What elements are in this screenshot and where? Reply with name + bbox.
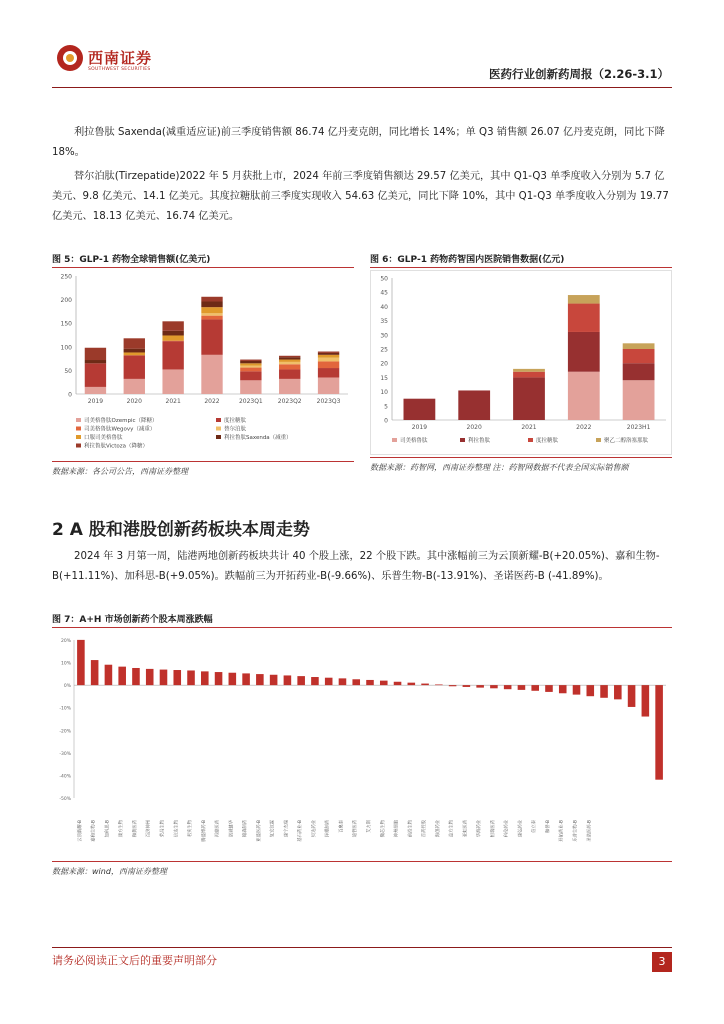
fig7-x-tick-label: 益方生物: [449, 820, 455, 838]
fig7-bar: [325, 678, 333, 685]
fig7-x-tick-label: 恒瑞医药: [490, 820, 496, 838]
fig5-bar-segment: [201, 316, 222, 320]
fig6-y-tick-label: 10: [380, 389, 388, 397]
fig5-bar-segment: [162, 335, 183, 340]
fig7-x-tick-label: 科伦药业: [504, 820, 510, 838]
fig7-bar: [270, 675, 278, 685]
fig7-y-tick-label: -30%: [59, 751, 71, 757]
fig7-x-tick-label: 基石药业-B: [298, 820, 304, 842]
fig5-legend-label: 利拉鲁肽Saxenda（减重）: [224, 435, 292, 441]
fig5-title: 图 5：GLP-1 药物全球销售额(亿美元): [52, 252, 354, 268]
fig5-x-tick-label: 2023Q2: [277, 398, 302, 405]
fig5-y-tick-label: 250: [60, 273, 72, 281]
fig7-bar: [201, 671, 209, 685]
fig6-x-tick-label: 2019: [411, 424, 428, 431]
fig7-bar: [655, 685, 663, 780]
paragraph-tirzepatide: 替尔泊肽(Tirzepatide)2022 年 5 月获批上市，2024 年前三季度销售额达 29.57 亿美元，其中 Q1-Q3 单季度收入分别为 5.7 亿美元、9.8 亿美元、14.1 亿美元。其度拉糖肽前三季度实现收入 54.63 亿美元，同比下降 10%，其中 Q1-Q3 单季度收入分别为 19.77 亿美元、18.13 亿美元、16.74 亿美元。: [52, 171, 669, 222]
fig5-bar-segment: [201, 297, 222, 302]
fig7-x-tick-label: 再鼎医药: [215, 820, 221, 838]
fig5-bar-segment: [318, 353, 339, 355]
fig5-legend-label: 司美格鲁肽Ozempic（降糖）: [84, 418, 158, 424]
fig7-bar: [600, 685, 608, 698]
fig7-x-tick-label: 信达生物: [174, 820, 180, 838]
report-title: 医药行业创新药周报（2.26-3.1）: [488, 67, 669, 81]
fig7-bar: [490, 685, 498, 688]
fig5-bar-segment: [318, 361, 339, 368]
fig5-bar-segment: [318, 358, 339, 362]
fig7-x-tick-label: 艾力斯: [367, 820, 372, 833]
fig5-legend-swatch: [216, 427, 221, 431]
fig5-bar-segment: [318, 377, 339, 394]
fig5-bar-segment: [124, 352, 145, 355]
fig7-bar: [394, 682, 402, 685]
fig7-x-tick-label: 亚盛医药-B: [256, 820, 262, 842]
fig7-source: 数据来源：wind，西南证券整理: [52, 861, 672, 878]
fig5-legend-label: 司美格鲁肽Wegovy（减重）: [84, 426, 156, 433]
fig7-bar: [380, 681, 388, 686]
fig7-bar: [352, 679, 360, 685]
fig7-bar: [421, 684, 429, 686]
fig7-x-tick-label: 迪哲医药: [353, 820, 359, 838]
fig5-bar-segment: [201, 313, 222, 315]
fig6-y-tick-label: 40: [380, 303, 388, 311]
fig7-y-tick-label: -10%: [59, 706, 71, 712]
fig6-legend-swatch: [528, 438, 533, 442]
fig7-x-tick-label: 君实生物: [188, 820, 194, 838]
fig5-x-tick-label: 2022: [204, 398, 220, 405]
fig6-legend-swatch: [596, 438, 601, 442]
fig7-bar: [518, 685, 526, 690]
fig6-bar-segment: [623, 363, 655, 380]
fig7-x-tick-label: 云顶新耀-B: [77, 820, 83, 842]
fig7-x-tick-label: 百济神州: [146, 820, 152, 838]
fig6-bar-segment: [568, 304, 600, 332]
fig7-bar: [449, 685, 457, 686]
logo-text: 西南证券: [88, 49, 153, 67]
chart-glp1-china-hospital-sales: [370, 270, 672, 455]
fig6-y-tick-label: 5: [384, 403, 388, 411]
fig5-bar-segment: [279, 360, 300, 362]
fig5-legend-label: 替尔泊肽: [224, 426, 247, 433]
fig5-bar-segment: [279, 357, 300, 359]
fig5-y-tick-label: 100: [60, 344, 72, 352]
paragraph-weekly-trend: 2024 年 3 月第一周，陆港两地创新药板块共计 40 个股上涨，22 个股下跌。其中涨幅前三为云顶新耀-B(+20.05%)、嘉和生物-B(+11.11%)、加科思-B(+9.05%)。跌幅前三为开拓药业-B(-9.66%)、乐普生物-B(-13.91%)、圣诺医药-B (-41.89%)。: [52, 551, 660, 582]
fig5-bar-segment: [201, 301, 222, 307]
fig6-bar-segment: [404, 399, 436, 420]
fig5-bar-segment: [279, 369, 300, 378]
fig5-bar-segment: [201, 319, 222, 354]
fig7-bar: [284, 675, 292, 685]
fig6-bar-segment: [458, 390, 490, 420]
fig5-x-tick-label: 2021: [165, 398, 181, 405]
fig7-x-tick-label: 复宏汉霖: [270, 820, 276, 838]
fig7-y-tick-label: -40%: [59, 774, 71, 780]
fig7-x-tick-label: 百奥泰: [339, 820, 345, 833]
fig5-legend-swatch: [76, 427, 81, 431]
fig7-bar: [132, 668, 140, 685]
fig7-bar: [642, 685, 650, 716]
fig7-x-tick-label: 前沿生物: [408, 820, 414, 838]
fig5-bar-segment: [162, 321, 183, 330]
fig7-bar: [187, 670, 195, 685]
fig5-bar-segment: [318, 355, 339, 358]
fig5-bar-segment: [318, 352, 339, 353]
fig7-bar: [77, 640, 85, 685]
fig7-bar: [366, 680, 374, 685]
fig7-x-tick-label: 加科思-B: [105, 820, 111, 838]
fig6-x-tick-label: 2023H1: [626, 424, 651, 431]
fig7-x-tick-label: 海创药业: [435, 820, 441, 838]
fig6-bar-segment: [623, 349, 655, 363]
fig7-bar: [118, 667, 126, 686]
fig7-bar: [242, 673, 250, 685]
fig5-bar-segment: [240, 363, 261, 365]
fig5-y-tick-label: 200: [60, 297, 72, 305]
fig7-y-tick-label: -50%: [59, 797, 71, 802]
fig5-bar-segment: [240, 366, 261, 368]
fig5-legend-swatch: [216, 418, 221, 422]
fig5-legend-swatch: [76, 435, 81, 439]
fig6-bar-segment: [513, 377, 545, 420]
fig7-bar: [105, 665, 113, 685]
fig7-bar: [476, 685, 484, 687]
fig5-x-tick-label: 2019: [87, 398, 104, 405]
fig6-legend-swatch: [460, 438, 465, 442]
fig5-bar-segment: [279, 362, 300, 364]
fig5-legend-swatch: [76, 444, 81, 448]
fig7-x-tick-label: 诺诚健华: [229, 820, 235, 838]
fig6-y-tick-label: 50: [380, 275, 388, 283]
fig7-x-tick-label: 荣昌生物: [160, 820, 166, 838]
fig7-x-tick-label: 圣诺医药-B: [587, 820, 593, 842]
fig7-bar: [504, 685, 512, 689]
fig5-bar-segment: [240, 380, 261, 394]
fig5-bar-segment: [240, 371, 261, 380]
fig5-bar-segment: [201, 307, 222, 313]
fig5-bar-segment: [201, 355, 222, 394]
fig7-bar: [146, 669, 154, 685]
fig6-x-tick-label: 2022: [576, 424, 592, 431]
fig7-bar: [229, 673, 237, 685]
fig7-bar: [173, 670, 181, 685]
fig7-bar: [408, 683, 416, 685]
fig5-legend-swatch: [76, 418, 81, 422]
fig5-bar-segment: [240, 360, 261, 361]
fig6-bar-segment: [513, 369, 545, 372]
fig7-bar: [545, 685, 553, 692]
fig7-bar: [297, 676, 305, 685]
fig7-title: 图 7：A+H 市场创新药个股本周涨跌幅: [52, 612, 672, 628]
fig5-bar-segment: [279, 356, 300, 357]
fig7-bar: [628, 685, 636, 707]
fig6-legend-label: 度拉糖肽: [536, 438, 559, 444]
fig7-x-tick-label: 和黄医药: [132, 820, 138, 838]
fig7-x-tick-label: 华海药业: [477, 820, 483, 838]
fig5-bar-segment: [124, 379, 145, 394]
logo-icon: [56, 44, 84, 72]
fig5-bar-segment: [162, 369, 183, 394]
fig7-x-tick-label: 腾盛博药-B: [201, 820, 207, 842]
fig6-source: 数据来源：药智网，西南证券整理 注：药智网数据不代表全国实际销售额: [370, 457, 672, 474]
fig7-x-tick-label: 和誉-B: [545, 820, 551, 834]
fig7-bar: [160, 670, 168, 686]
fig6-y-tick-label: 15: [380, 374, 388, 382]
fig5-bar-segment: [85, 363, 106, 387]
fig5-bar-segment: [124, 338, 145, 348]
fig7-bar: [215, 672, 223, 685]
fig5-source: 数据来源：各公司公告，西南证券整理: [52, 461, 354, 478]
fig6-legend-label: 利拉鲁肽: [468, 438, 491, 444]
fig5-y-tick-label: 0: [68, 391, 72, 399]
fig7-y-tick-label: -20%: [59, 729, 71, 735]
fig7-y-tick-label: 0%: [63, 684, 71, 690]
fig5-bar-segment: [85, 348, 106, 360]
fig7-x-tick-label: 开拓药业-B: [559, 820, 565, 842]
fig7-x-tick-label: 翰森制药: [243, 820, 249, 838]
fig5-bar-segment: [279, 379, 300, 394]
fig7-y-tick-label: 10%: [60, 661, 71, 667]
fig5-legend-label: 度拉糖肽: [224, 418, 247, 424]
fig5-bar-segment: [318, 368, 339, 377]
fig7-x-tick-label: 微芯生物: [380, 820, 386, 838]
fig5-x-tick-label: 2020: [126, 398, 142, 405]
fig6-bar-segment: [623, 380, 655, 420]
fig6-y-tick-label: 25: [380, 346, 388, 354]
section-heading: 2 A 股和港股创新药板块本周走势: [52, 520, 310, 540]
fig6-x-tick-label: 2021: [521, 424, 537, 431]
fig5-bar-segment: [240, 368, 261, 372]
header-divider: [52, 87, 672, 88]
fig6-bar-segment: [568, 295, 600, 304]
paragraph-liraglutide: 利拉鲁肽 Saxenda(减重适应证)前三季度销售额 86.74 亿丹麦克朗，同比增长 14%；单 Q3 销售额 26.07 亿丹麦克朗，同比下降 18%。: [52, 127, 665, 158]
fig5-y-tick-label: 50: [64, 367, 72, 375]
fig7-x-tick-label: 首药控股: [422, 820, 428, 838]
fig5-bar-segment: [279, 364, 300, 369]
fig6-bar-segment: [623, 343, 655, 349]
fig7-bar: [531, 685, 539, 691]
fig6-legend-label: 聚乙二醇洛塞那肽: [604, 438, 649, 444]
fig7-bar: [339, 678, 347, 685]
fig7-x-tick-label: 乐普生物-B: [573, 820, 579, 842]
page-number: 3: [652, 952, 672, 972]
fig7-x-tick-label: 泽璟制药: [325, 820, 331, 838]
fig6-y-tick-label: 30: [380, 332, 388, 340]
footer-divider: [52, 947, 672, 948]
fig6-legend-swatch: [392, 438, 397, 442]
fig5-x-tick-label: 2023Q1: [238, 398, 263, 405]
chart-ah-stock-changes: [52, 630, 672, 858]
fig7-y-tick-label: 20%: [60, 639, 71, 644]
fig6-bar-segment: [568, 372, 600, 420]
fig6-y-tick-label: 35: [380, 318, 388, 326]
fig6-bar-segment: [568, 332, 600, 372]
fig6-title: 图 6：GLP-1 药物药智国内医院销售数据(亿元): [370, 252, 672, 268]
fig5-bar-segment: [85, 387, 106, 394]
fig7-bar: [435, 684, 443, 685]
fig6-y-tick-label: 0: [384, 417, 388, 425]
fig5-legend-label: 利拉鲁肽Victoza（降糖）: [84, 443, 148, 450]
fig5-bar-segment: [162, 341, 183, 369]
fig6-x-tick-label: 2020: [466, 424, 482, 431]
fig5-bar-segment: [85, 360, 106, 363]
fig7-x-tick-label: 康方生物: [119, 820, 125, 838]
disclaimer-text: 请务必阅读正文后的重要声明部分: [52, 954, 217, 967]
logo-subtext: SOUTHWEST SECURITIES: [88, 67, 151, 72]
fig7-bar: [463, 685, 471, 687]
fig7-x-tick-label: 亚虹医药: [463, 820, 469, 838]
fig5-x-tick-label: 2023Q3: [316, 398, 341, 405]
fig5-bar-segment: [124, 355, 145, 379]
fig6-y-tick-label: 20: [380, 360, 388, 368]
fig7-bar: [573, 685, 581, 694]
fig5-y-tick-label: 150: [60, 320, 72, 328]
fig7-x-tick-label: 贝达药业: [311, 820, 317, 838]
fig7-x-tick-label: 神州细胞: [394, 820, 400, 838]
fig5-bar-segment: [162, 331, 183, 336]
fig7-bar: [91, 660, 99, 685]
fig7-x-tick-label: 信立泰: [532, 820, 538, 833]
fig6-y-tick-label: 45: [380, 289, 388, 297]
fig6-bar-segment: [513, 372, 545, 378]
fig5-legend-label: 口服司美格鲁肽: [84, 435, 123, 441]
fig7-x-tick-label: 康宁杰瑞: [284, 820, 290, 838]
fig6-legend-label: 司美格鲁肽: [400, 438, 428, 444]
fig7-bar: [614, 685, 622, 699]
fig7-bar: [256, 674, 264, 685]
fig7-bar: [559, 685, 567, 693]
fig5-legend-swatch: [216, 435, 221, 439]
fig5-bar-segment: [124, 349, 145, 353]
fig7-x-tick-label: 嘉和生物-B: [91, 820, 97, 842]
fig7-x-tick-label: 康弘药业: [518, 820, 524, 838]
fig5-bar-segment: [240, 361, 261, 363]
fig7-bar: [311, 677, 319, 685]
fig7-bar: [586, 685, 594, 696]
chart-glp1-global-sales: [52, 270, 354, 460]
